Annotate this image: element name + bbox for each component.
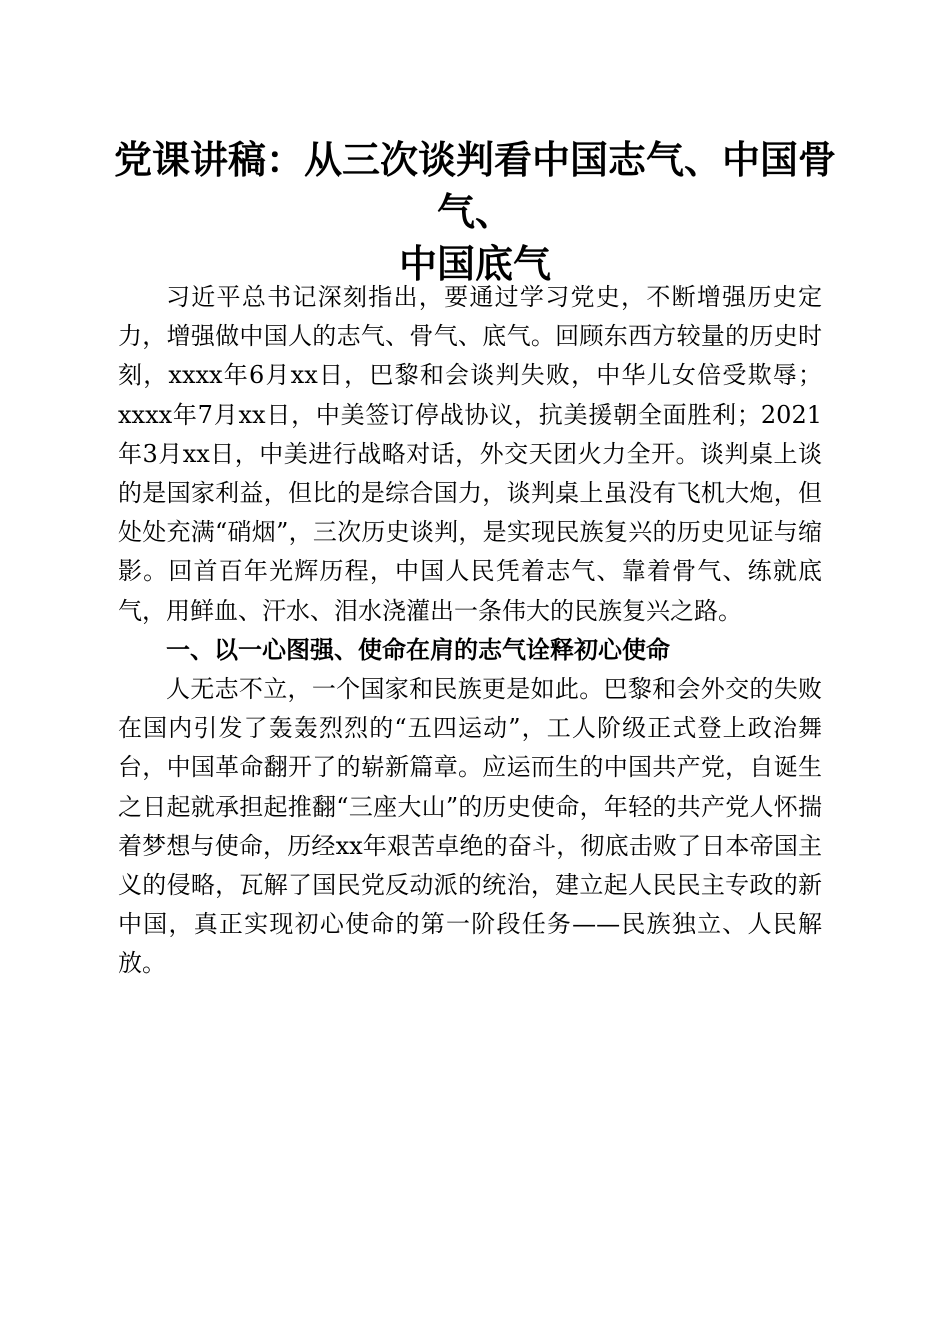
section-1-paragraph: 人无志不立，一个国家和民族更是如此。巴黎和会外交的失败在国内引发了轰轰烈烈的“五四运动”，工人阶级正式登上政治舞台，中国革命翻开了的崭新篇章。应运而生的中国共产党，自诞生之日起就承担起推翻“三座大山”的历史使命，年轻的共产党人怀揣着梦想与使命，历经xx年艰苦卓绝的奋斗，彻底击败了日本帝国主义的侵略，瓦解了国民党反动派的统治，建立起人民民主专政的新中国，真正实现初心使命的第一阶段任务——民族独立、人民解放。 bbox=[118, 675, 822, 978]
section-1-heading: 一、以一心图强、使命在肩的志气诠释初心使命 bbox=[166, 635, 670, 664]
document-title bbox=[100, 134, 850, 290]
title-line-1: 党课讲稿：从三次谈判看中国志气、中国骨气、 bbox=[113, 137, 836, 234]
title-line-2: 中国底气 bbox=[398, 241, 551, 286]
intro-paragraph: 习近平总书记深刻指出，要通过学习党史，不断增强历史定力，增强做中国人的志气、骨气、底气。回顾东西方较量的历史时刻，xxxx年6月xx日，巴黎和会谈判失败，中华儿女倍受欺辱；xxxx年7月xx日，中美签订停战协议，抗美援朝全面胜利；2021年3月xx日，中美进行战略对话，外交天团火力全开。谈判桌上谈的是国家利益，但比的是综合国力，谈判桌上虽没有飞机大炮，但处处充满“硝烟”，三次历史谈判，是实现民族复兴的历史见证与缩影。回首百年光辉历程，中国人民凭着志气、靠着骨气、练就底气，用鲜血、汗水、泪水浇灌出一条伟大的民族复兴之路。 bbox=[118, 283, 822, 625]
document-body bbox=[118, 278, 822, 984]
